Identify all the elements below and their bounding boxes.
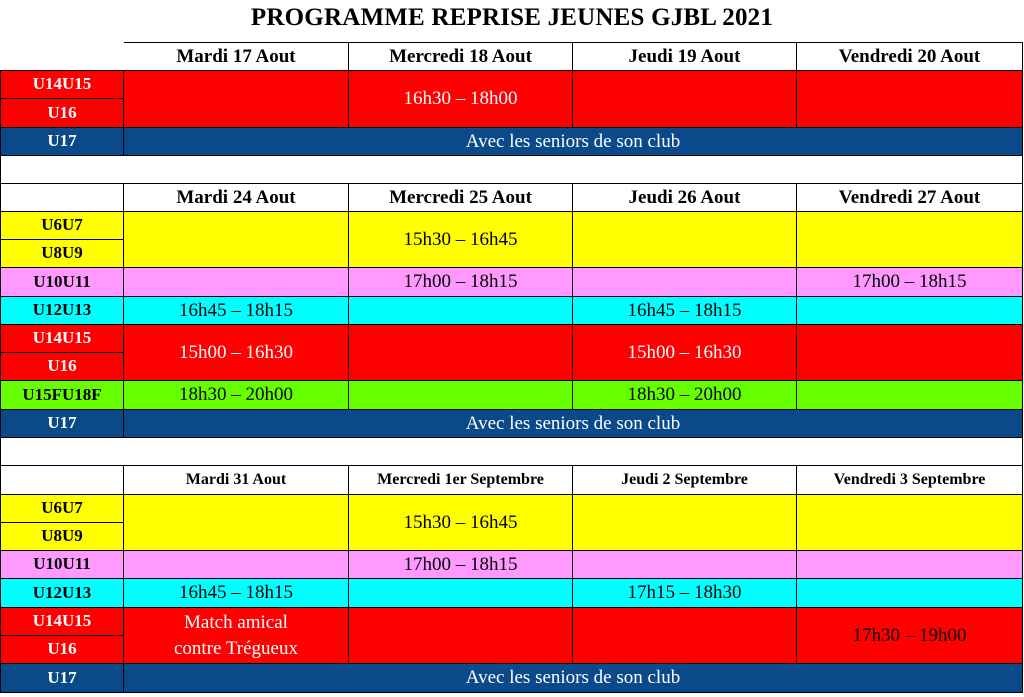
week1-u14u16-wednesday: 16h30 – 18h00 <box>349 71 573 128</box>
week1-u14u16-thursday <box>573 71 797 128</box>
week2-label-u6u7: U6U7 <box>0 212 124 240</box>
week2-u17-row: Avec les seniors de son club <box>124 410 1023 438</box>
week2-u6u9-thursday <box>573 212 797 268</box>
week2-u15f-friday <box>797 381 1023 410</box>
week2-u14u16-wednesday <box>349 325 573 381</box>
week3-header-wednesday: Mercredi 1er Septembre <box>349 466 573 495</box>
match-amical-line1: Match amical <box>184 611 288 633</box>
week2-header-thursday: Jeudi 26 Aout <box>573 184 797 212</box>
week2-label-u16: U16 <box>0 353 124 381</box>
week3-u12u13-friday <box>797 579 1023 608</box>
week3-u6u9-wednesday: 15h30 – 16h45 <box>349 495 573 551</box>
week3-u6u9-tuesday <box>124 495 349 551</box>
match-amical-line2: contre Trégueux <box>173 637 298 659</box>
week2-label-u8u9: U8U9 <box>0 240 124 268</box>
week3-header-thursday: Jeudi 2 Septembre <box>573 466 797 495</box>
page-title: PROGRAMME REPRISE JEUNES GJBL 2021 <box>250 4 774 31</box>
week3-header-corner <box>0 466 124 495</box>
week3-u12u13-thursday: 17h15 – 18h30 <box>573 579 797 608</box>
week3-u10u11-wednesday: 17h00 – 18h15 <box>349 551 573 579</box>
week1-header-wednesday: Mercredi 18 Aout <box>349 42 573 71</box>
week2-u15f-thursday: 18h30 – 20h00 <box>573 381 797 410</box>
week2-u10u11-wednesday: 17h00 – 18h15 <box>349 268 573 297</box>
week3-label-u8u9: U8U9 <box>0 523 124 551</box>
week2-u10u11-tuesday <box>124 268 349 297</box>
week2-u12u13-wednesday <box>349 297 573 325</box>
week3-u6u9-thursday <box>573 495 797 551</box>
week2-label-u15fu18f: U15FU18F <box>0 381 124 410</box>
week2-header-tuesday: Mardi 24 Aout <box>124 184 349 212</box>
week2-u14u16-thursday: 15h00 – 16h30 <box>573 325 797 381</box>
week2-u15f-tuesday: 18h30 – 20h00 <box>124 381 349 410</box>
week3-u12u13-wednesday <box>349 579 573 608</box>
week3-u12u13-tuesday: 16h45 – 18h15 <box>124 579 349 608</box>
week2-header-wednesday: Mercredi 25 Aout <box>349 184 573 212</box>
week3-u10u11-friday <box>797 551 1023 579</box>
week1-label-u16: U16 <box>0 99 124 128</box>
week3-u14u16-thursday <box>573 608 797 664</box>
week3-label-u17: U17 <box>0 664 124 693</box>
week2-spacer <box>0 438 1023 466</box>
week1-u14u16-tuesday <box>124 71 349 128</box>
week2-u12u13-thursday: 16h45 – 18h15 <box>573 297 797 325</box>
week3-label-u14u15: U14U15 <box>0 608 124 636</box>
week1-spacer <box>0 156 1023 184</box>
week3-label-u6u7: U6U7 <box>0 495 124 523</box>
week3-header-tuesday: Mardi 31 Aout <box>124 466 349 495</box>
week3-u14u16-friday: 17h30 – 19h00 <box>797 608 1023 664</box>
week2-label-u14u15: U14U15 <box>0 325 124 353</box>
week3-u17-row: Avec les seniors de son club <box>124 664 1023 693</box>
week2-u14u16-tuesday: 15h00 – 16h30 <box>124 325 349 381</box>
week2-u15f-wednesday <box>349 381 573 410</box>
week2-u6u9-wednesday: 15h30 – 16h45 <box>349 212 573 268</box>
week2-u12u13-friday <box>797 297 1023 325</box>
week1-header-thursday: Jeudi 19 Aout <box>573 42 797 71</box>
week2-header-friday: Vendredi 27 Aout <box>797 184 1023 212</box>
week1-header-tuesday: Mardi 17 Aout <box>124 42 349 71</box>
week2-label-u17: U17 <box>0 410 124 438</box>
week1-u17-row: Avec les seniors de son club <box>124 128 1023 156</box>
week2-u10u11-friday: 17h00 – 18h15 <box>797 268 1023 297</box>
week3-u10u11-tuesday <box>124 551 349 579</box>
week2-u6u9-friday <box>797 212 1023 268</box>
week1-header-friday: Vendredi 20 Aout <box>797 42 1023 71</box>
week2-u14u16-friday <box>797 325 1023 381</box>
week3-u6u9-friday <box>797 495 1023 551</box>
week3-label-u16: U16 <box>0 636 124 664</box>
week2-u10u11-thursday <box>573 268 797 297</box>
week3-u10u11-thursday <box>573 551 797 579</box>
week2-label-u10u11: U10U11 <box>0 268 124 297</box>
week2-header-corner <box>0 184 124 212</box>
week3-u14u16-tuesday <box>124 608 349 664</box>
week1-label-u14u15: U14U15 <box>0 70 124 99</box>
week1-label-u17: U17 <box>0 128 124 156</box>
week2-u6u9-tuesday <box>124 212 349 268</box>
week2-label-u12u13: U12U13 <box>0 297 124 325</box>
week3-label-u10u11: U10U11 <box>0 551 124 579</box>
week3-header-friday: Vendredi 3 Septembre <box>797 466 1023 495</box>
week1-u14u16-friday <box>797 71 1023 128</box>
week3-label-u12u13: U12U13 <box>0 579 124 608</box>
week2-u12u13-tuesday: 16h45 – 18h15 <box>124 297 349 325</box>
week3-u14u16-wednesday <box>349 608 573 664</box>
